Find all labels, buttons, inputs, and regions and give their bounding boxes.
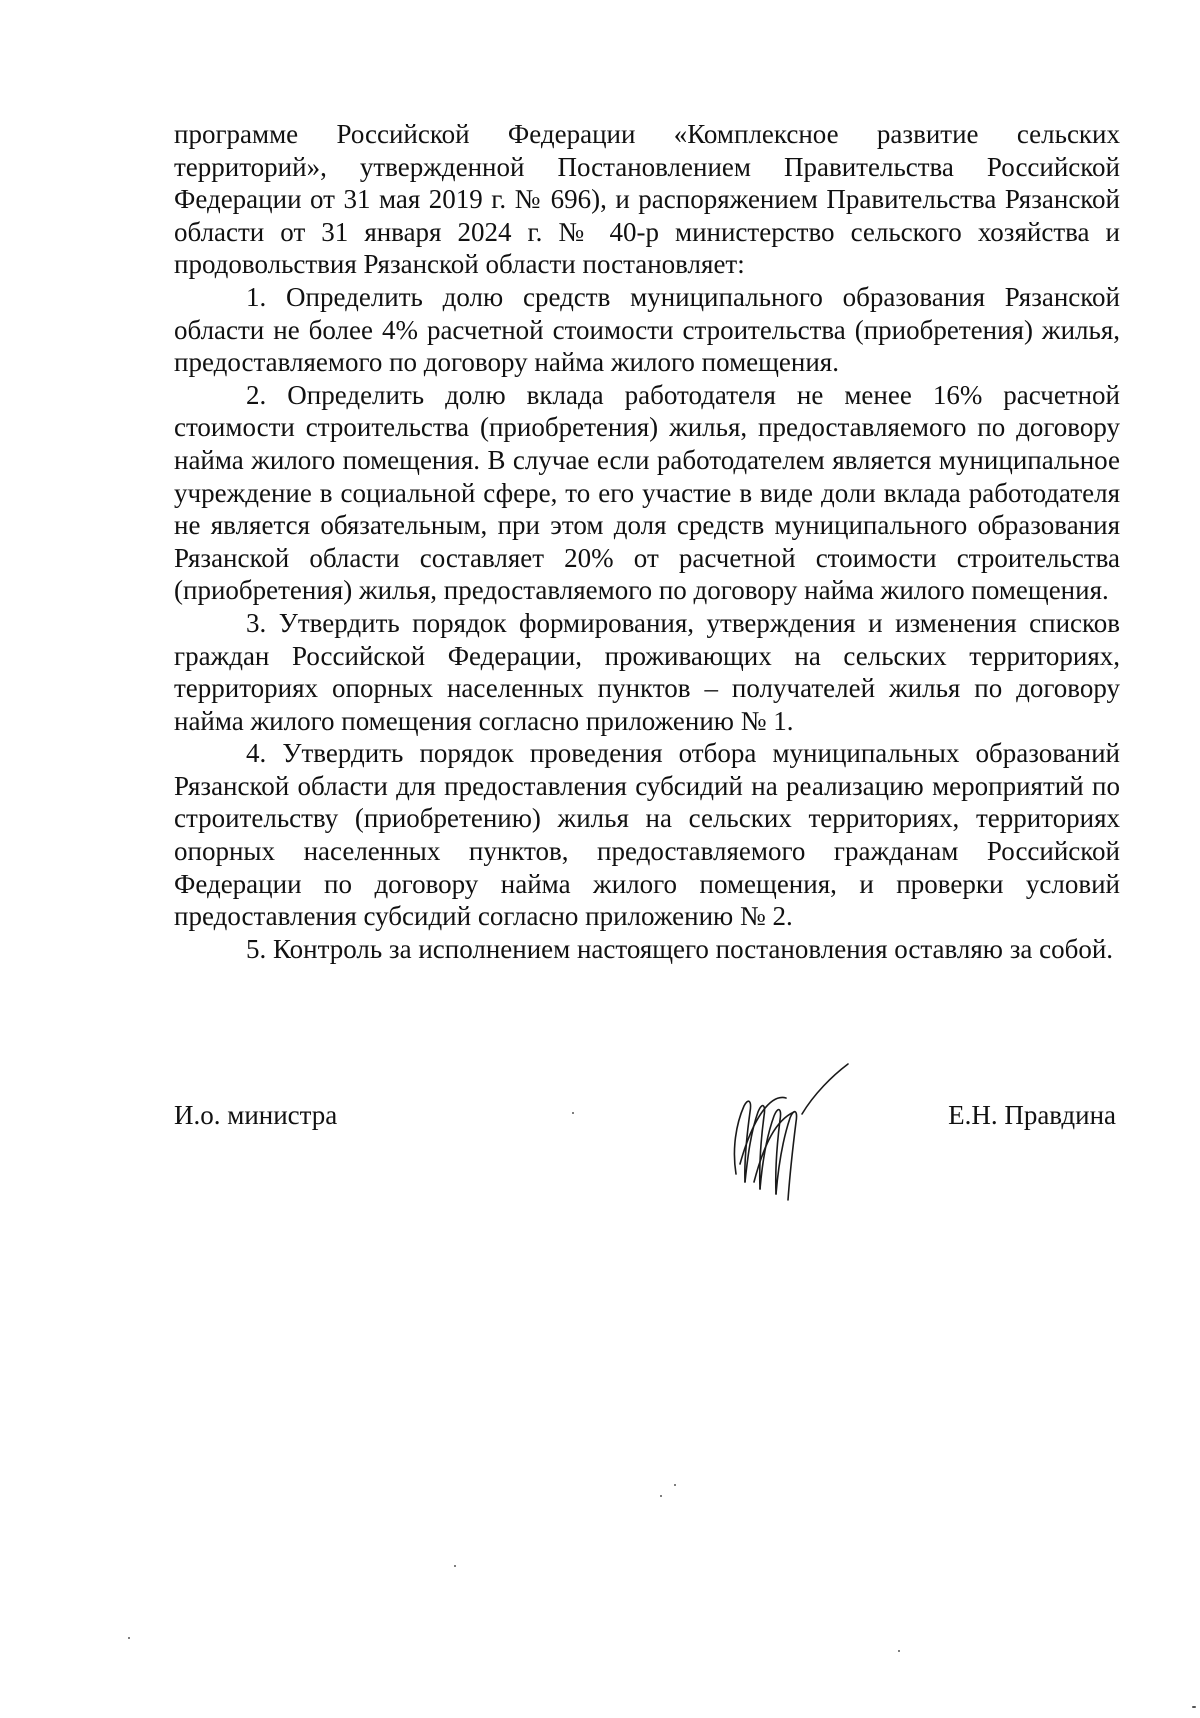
scan-speck xyxy=(1192,1706,1196,1708)
resolution-item-5: 5. Контроль за исполнением настоящего постановления оставляю за собой. xyxy=(246,933,1114,964)
handwritten-signature xyxy=(714,1054,854,1214)
resolution-item-2: 2. Определить долю вклада работодателя не менее 16% расчетной стоимости строительства (приобретения) жилья, предоставляемого по договору найма жилого помещения. В случае если работодателем является муниципальное учреждение в социальной сфере, то его участие в виде доли вклада работодателя не является обязательным, при этом доля средств муниципального образования Рязанской области составляет 20% от расчетной стоимости строительства (приобретения) жилья, предоставляемого по договору найма жилого помещения. xyxy=(174,379,1120,606)
scan-speck xyxy=(454,1565,456,1567)
resolution-item-3: 3. Утвердить порядок формирования, утверждения и изменения списков граждан Российской Федерации, проживающих на сельских территориях, территориях опорных населенных пунктов – получателей жилья по договору найма жилого помещения согласно приложению № 1. xyxy=(174,607,1120,736)
scan-speck xyxy=(572,1112,574,1114)
intro-paragraph: программе Российской Федерации «Комплексное развитие сельских территорий», утвержденной Постановлением Правительства Российской Федерации от 31 мая 2019 г. № 696), и распоряжением Правительства Рязанской области от 31 января 2024 г. № 40-р министерство сельского хозяйства и продовольствия Рязанской области постановляет: xyxy=(174,119,1120,280)
scan-speck xyxy=(898,1650,900,1652)
scan-speck xyxy=(128,1637,130,1639)
signature-block xyxy=(174,1100,1120,1260)
document-body xyxy=(174,118,1120,965)
scan-speck xyxy=(660,1495,662,1497)
scan-speck xyxy=(674,1484,676,1486)
resolution-item-1: 1. Определить долю средств муниципального образования Рязанской области не более 4% расчетной стоимости строительства (приобретения) жилья, предоставляемого по договору найма жилого помещения. xyxy=(174,281,1120,378)
resolution-item-4: 4. Утвердить порядок проведения отбора муниципальных образований Рязанской области для предоставления субсидий на реализацию мероприятий по строительству (приобретению) жилья на сельских территориях, территориях опорных населенных пунктов, предоставляемого гражданам Российской Федерации по договору найма жилого помещения, и проверки условий предоставления субсидий согласно приложению № 2. xyxy=(174,738,1120,932)
signatory-name: Е.Н. Правдина xyxy=(948,1100,1116,1130)
signatory-title: И.о. министра xyxy=(174,1100,338,1130)
